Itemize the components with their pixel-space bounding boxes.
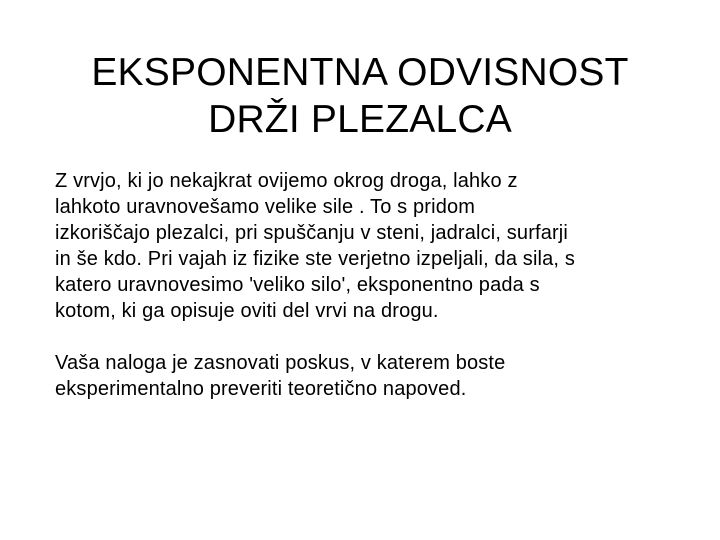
paragraph-intro-line-2: lahkoto uravnovešamo velike sile . To s pridom: [55, 196, 476, 218]
paragraph-task-line-1: Vaša naloga je zasnovati poskus, v katerem boste: [55, 352, 506, 374]
slide-title-line-2: DRŽI PLEZALCA: [208, 98, 512, 141]
paragraph-intro-line-4: in še kdo. Pri vajah iz fizike ste verjetno izpeljali, da sila, s: [55, 248, 575, 270]
paragraph-intro: [55, 168, 695, 324]
paragraph-intro-line-3: izkoriščajo plezalci, pri spuščanju v steni, jadralci, surfarji: [55, 222, 568, 244]
paragraph-intro-line-6: kotom, ki ga opisuje oviti del vrvi na drogu.: [55, 300, 439, 322]
slide-title-line-1: EKSPONENTNA ODVISNOST: [91, 51, 629, 94]
paragraph-task-line-2: eksperimentalno preveriti teoretično napoved.: [55, 378, 467, 400]
paragraph-intro-line-1: Z vrvjo, ki jo nekajkrat ovijemo okrog droga, lahko z: [55, 170, 518, 192]
paragraph-intro-line-5: katero uravnovesimo 'veliko silo', eksponentno pada s: [55, 274, 540, 296]
slide-title: [36, 49, 684, 143]
slide-body: [55, 168, 695, 402]
paragraph-task: [55, 350, 695, 402]
